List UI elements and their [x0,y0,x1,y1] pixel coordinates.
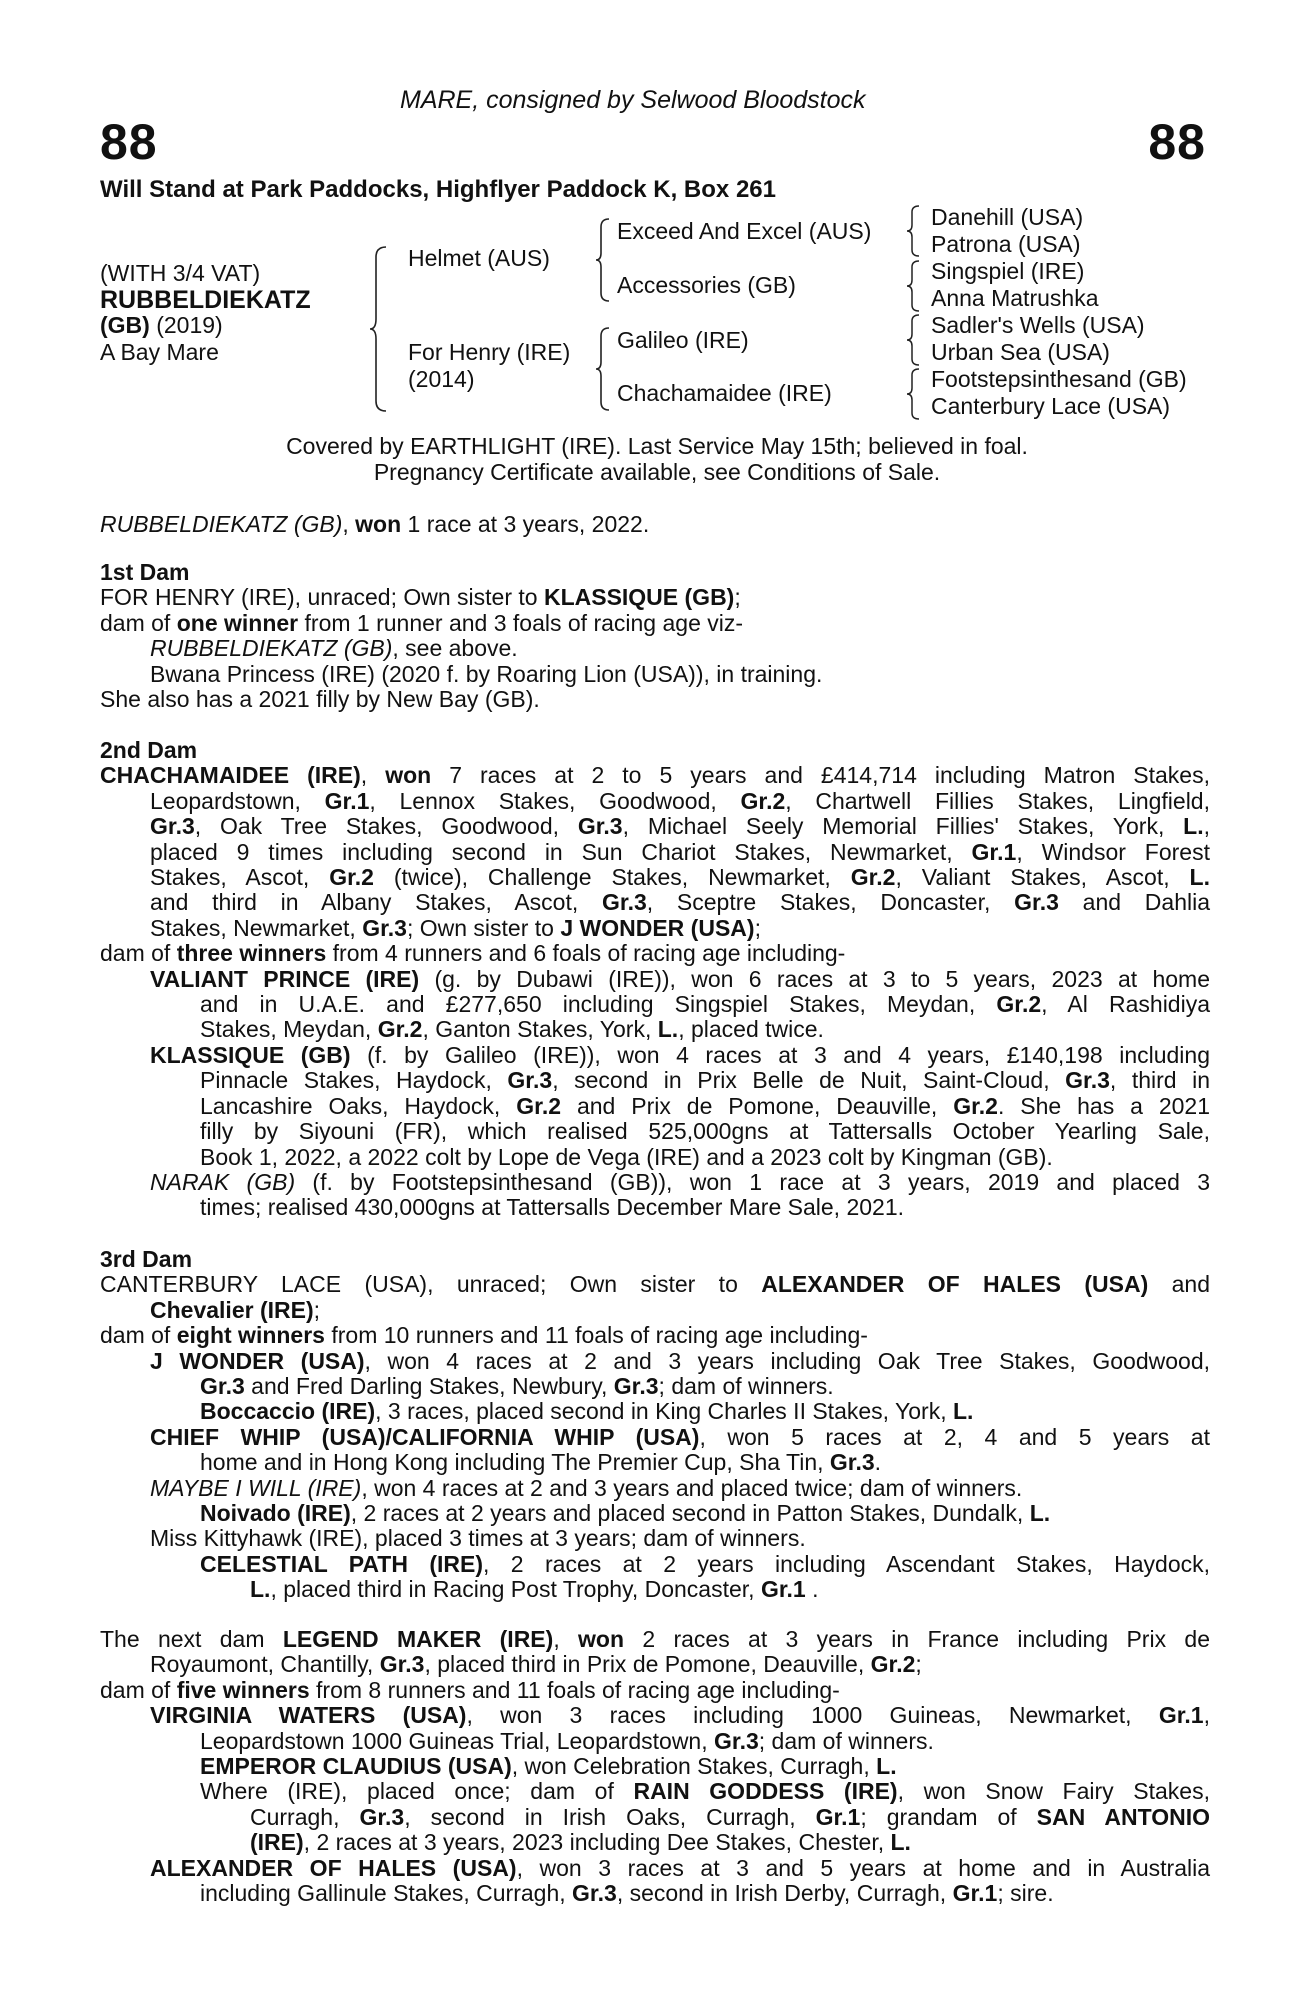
pedigree-brace-ds [905,313,921,367]
horse-description: A Bay Mare [100,339,219,365]
pedigree-brace-main [368,245,390,413]
pedigree-ddd: Canterbury Lace (USA) [931,393,1171,419]
racing-summary: RUBBELDIEKATZ (GB), won 1 race at 3 years, 2022. [100,511,650,537]
dam-sire: Galileo (IRE) [617,327,749,353]
pedigree-brace-dam [594,326,612,412]
dam-year: (2014) [408,366,475,392]
third-dam-section: 3rd Dam CANTERBURY LACE (USA), unraced; Own sister to ALEXANDER OF HALES (USA) and Chevalier (IRE); dam of eight winners from 10 runners and 11 foals of racing age including- J WONDER (USA), won 4 races at 2 and 3 years including Oak Tree Stakes, Goodwood, Gr.3 and Fred Darling Stakes, Newbury, Gr.3; dam of winners. Boccaccio (IRE), 3 races, placed second in King Charles II Stakes, York, L. CHIEF WHIP (USA)/CALIFORNIA WHIP (USA), won 5 races at 2, 4 and 5 years at home and in Hong Kong including The Premier Cup, Sha Tin, Gr.3. MAYBE I WILL (IRE), won 4 races at 2 and 3 years and placed twice; dam of winners. Noivado (IRE), 2 races at 2 years and placed second in Patton Stakes, Dundalk, L. Miss Kittyhawk (IRE), placed 3 times at 3 years; dam of winners. CELESTIAL PATH (IRE), 2 races at 2 years including Ascendant Stakes, Haydock, L., placed third in Racing Post Trophy, Doncaster, Gr.1 . [100,1246,1211,1603]
second-dam-section: 2nd Dam CHACHAMAIDEE (IRE), won 7 races at 2 to 5 years and £414,714 including Matron Stakes, Leopardstown, Gr.1, Lennox Stakes, Goodwood, Gr.2, Chartwell Fillies Stakes, Lingfield, Gr.3, Oak Tree Stakes, Goodwood, Gr.3, Michael Seely Memorial Fillies' Stakes, York, L., placed 9 times including second in Sun Chariot Stakes, Newmarket, Gr.1, Windsor Forest Stakes, Ascot, Gr.2 (twice), Challenge Stakes, Newmarket, Gr.2, Valiant Stakes, Ascot, L. and third in Albany Stakes, Ascot, Gr.3, Sceptre Stakes, Doncaster, Gr.3 and Dahlia Stakes, Newmarket, Gr.3; Own sister to J WONDER (USA); dam of three winners from 4 runners and 6 foals of racing age including- VALIANT PRINCE (IRE) (g. by Dubawi (IRE)), won 6 races at 3 to 5 years, 2023 at home and in U.A.E. and £277,650 including Singspiel Stakes, Meydan, Gr.2, Al Rashidiya Stakes, Meydan, Gr.2, Ganton Stakes, York, L., placed twice. KLASSIQUE (GB) (f. by Galileo (IRE)), won 4 races at 3 and 4 years, £140,198 including Pinnacle Stakes, Haydock, Gr.3, second in Prix Belle de Nuit, Saint-Cloud, Gr.3, third in Lancashire Oaks, Haydock, Gr.2 and Prix de Pomone, Deauville, Gr.2. She has a 2021 filly by Siyouni (FR), which realised 525,000gns at Tattersalls October Yearling Sale, Book 1, 2022, a 2022 colt by Lope de Vega (IRE) and a 2023 colt by Kingman (GB). NARAK (GB) (f. by Footstepsinthesand (GB)), won 1 race at 3 years, 2019 and placed 3 times; realised 430,000gns at Tattersalls December Mare Sale, 2021. [100,737,1211,1221]
sire-name: Helmet (AUS) [408,245,550,271]
consignor-line: MARE, consigned by Selwood Bloodstock [400,86,866,114]
dam-name: For Henry (IRE) [408,339,571,365]
pedigree-sss: Danehill (USA) [931,204,1084,230]
pedigree-sds: Singspiel (IRE) [931,258,1085,284]
stand-location: Will Stand at Park Paddocks, Highflyer Paddock K, Box 261 [100,176,776,203]
pedigree-brace-sd [905,259,921,313]
sire-sire: Exceed And Excel (AUS) [617,218,872,244]
lot-number-left: 88 [100,114,158,170]
pedigree-brace-ss [905,204,921,258]
sire-dam: Accessories (GB) [617,272,796,298]
next-dam-section: The next dam LEGEND MAKER (IRE), won 2 races at 3 years in France including Prix de Royaumont, Chantilly, Gr.3, placed third in Prix de Pomone, Deauville, Gr.2; dam of five winners from 8 runners and 11 foals of racing age including- VIRGINIA WATERS (USA), won 3 races including 1000 Guineas, Newmarket, Gr.1, Leopardstown 1000 Guineas Trial, Leopardstown, Gr.3; dam of winners. EMPEROR CLAUDIUS (USA), won Celebration Stakes, Curragh, L. Where (IRE), placed once; dam of RAIN GODDESS (IRE), won Snow Fairy Stakes, Curragh, Gr.3, second in Irish Oaks, Curragh, Gr.1; grandam of SAN ANTONIO (IRE), 2 races at 3 years, 2023 including Dee Stakes, Chester, L. ALEXANDER OF HALES (USA), won 3 races at 3 and 5 years at home and in Australia including Gallinule Stakes, Curragh, Gr.3, second in Irish Derby, Curragh, Gr.1; sire. [100,1626,1210,1907]
covering-line-1: Covered by EARTHLIGHT (IRE). Last Service May 15th; believed in foal. [286,433,1028,459]
pedigree-brace-sire [594,217,612,303]
vat-note: (WITH 3/4 VAT) [100,260,261,286]
pedigree-dsd: Urban Sea (USA) [931,339,1110,365]
pedigree-brace-dd [905,367,921,421]
third-dam-heading: 3rd Dam [100,1246,193,1272]
pedigree-dds: Footstepsinthesand (GB) [931,366,1187,392]
lot-number-right: 88 [1148,114,1206,170]
dam-dam: Chachamaidee (IRE) [617,380,832,406]
second-dam-heading: 2nd Dam [100,737,198,763]
first-dam-heading: 1st Dam [100,559,190,585]
pedigree-sdd: Anna Matrushka [931,285,1099,311]
pedigree-ssd: Patrona (USA) [931,231,1081,257]
first-dam-section: 1st Dam FOR HENRY (IRE), unraced; Own sister to KLASSIQUE (GB); dam of one winner from 1 runner and 3 foals of racing age viz- RUBBELDIEKATZ (GB), see above. Bwana Princess (IRE) (2020 f. by Roaring Lion (USA)), in training. She also has a 2021 filly by New Bay (GB). [100,560,1210,712]
pedigree-dss: Sadler's Wells (USA) [931,312,1145,338]
horse-name: RUBBELDIEKATZ [100,286,311,314]
covering-line-2: Pregnancy Certificate available, see Conditions of Sale. [373,459,941,485]
horse-name-suffix: (GB) (2019) [100,312,223,338]
